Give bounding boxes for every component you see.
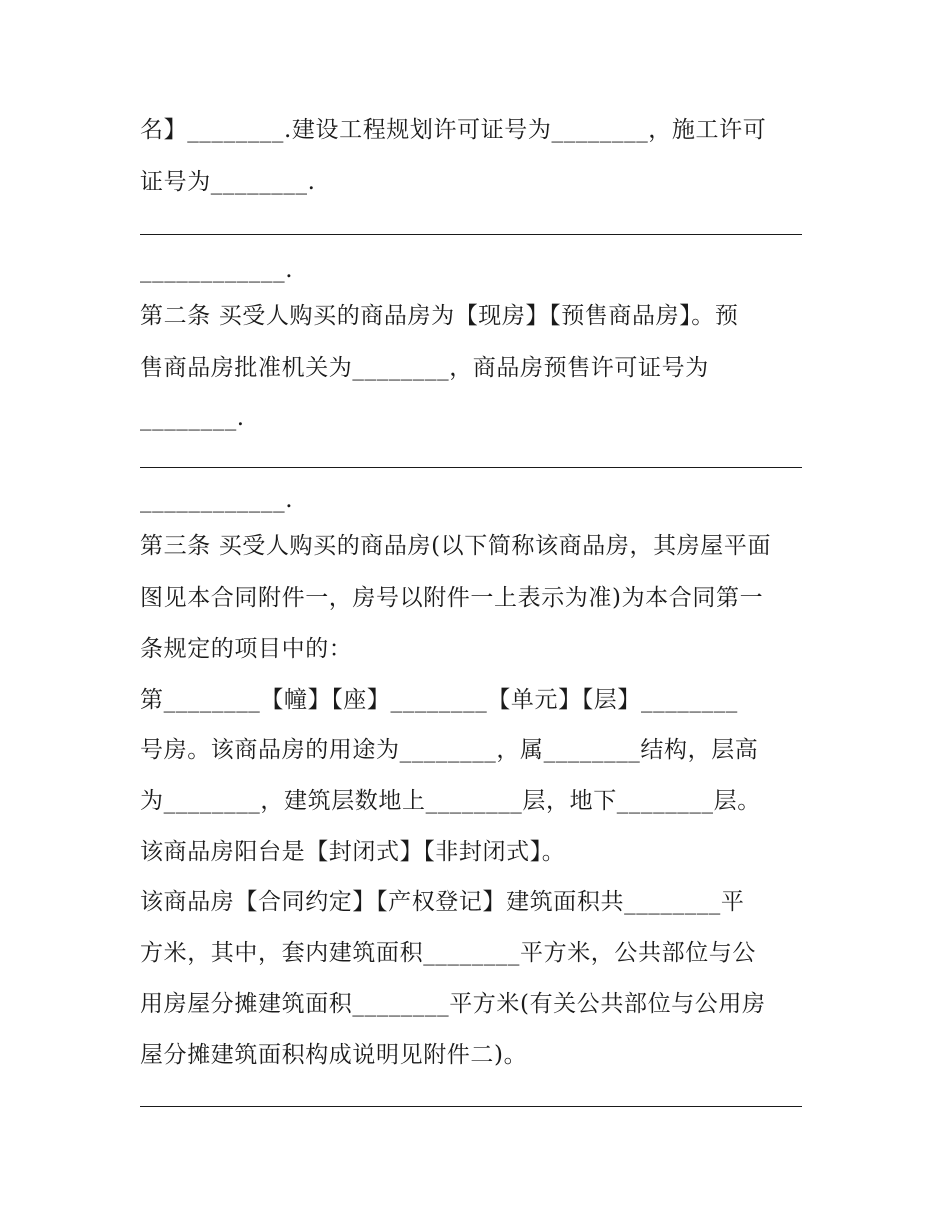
text-line-8: 第三条 买受人购买的商品房(以下简称该商品房，其房屋平面 (140, 533, 772, 559)
text-line-10: 条规定的项目中的： (140, 636, 353, 662)
text-line-1: 名】________.建设工程规划许可证号为________，施工许可 (140, 117, 767, 143)
text-line-6: ________. (140, 405, 245, 431)
text-line-14: 该商品房阳台是【封闭式】【非封闭式】。 (140, 839, 566, 865)
text-line-18: 屋分摊建筑面积构成说明见附件二)。 (140, 1042, 528, 1068)
text-line-5: 售商品房批准机关为________，商品房预售许可证号为 (140, 355, 709, 381)
text-line-2: 证号为________. (140, 169, 316, 195)
blank-rule-1 (140, 234, 802, 235)
text-line-13: 为________，建筑层数地上________层，地下________层。 (140, 788, 761, 814)
blank-rule-3 (140, 1106, 802, 1107)
text-line-12: 号房。该商品房的用途为________，属________结构，层高 (140, 737, 759, 763)
text-line-17: 用房屋分摊建筑面积________平方米(有关公共部位与公用房 (140, 991, 766, 1017)
blank-rule-2 (140, 467, 802, 468)
text-line-9: 图见本合同附件一，房号以附件一上表示为准)为本合同第一 (140, 585, 764, 611)
text-line-4: 第二条 买受人购买的商品房为【现房】【预售商品房】。预 (140, 303, 739, 329)
text-line-3: ____________. (140, 257, 294, 283)
text-line-16: 方米，其中，套内建筑面积________平方米，公共部位与公 (140, 940, 756, 966)
text-line-7: ____________. (140, 487, 294, 513)
text-line-11: 第________【幢】【座】________【单元】【层】________ (140, 687, 738, 713)
text-line-15: 该商品房【合同约定】【产权登记】建筑面积共________平 (140, 889, 745, 915)
